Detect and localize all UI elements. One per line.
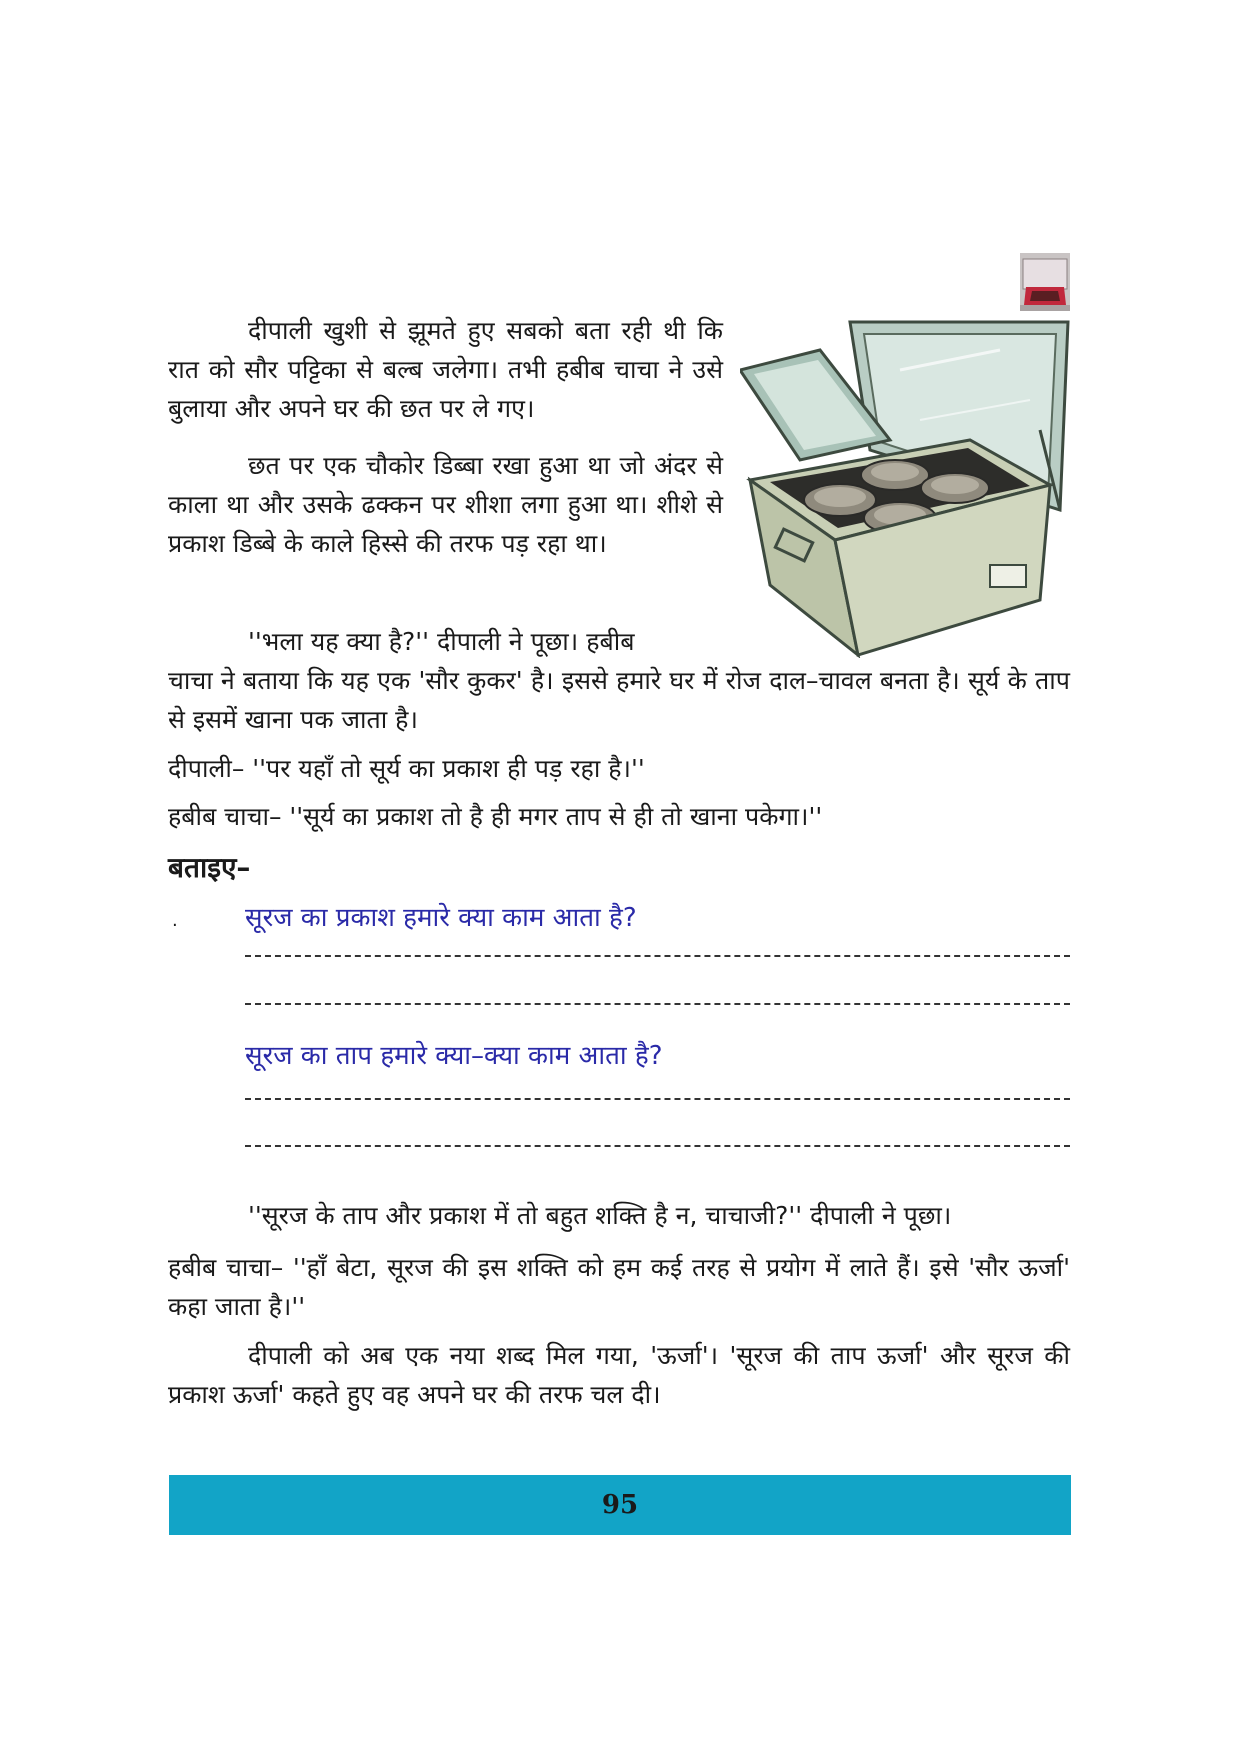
exercise-heading: बताइए– [168,851,251,884]
question-2: सूरज का ताप हमारे क्या–क्या काम आता है? [245,1041,663,1071]
solar-cooker-illustration [740,310,1075,658]
dialog-deepali: दीपाली– ''पर यहाँ तो सूर्य का प्रकाश ही पड़ रहा है।'' [168,754,645,783]
answer-line[interactable] [245,955,1070,957]
answer-line[interactable] [245,1145,1070,1147]
question-1: सूरज का प्रकाश हमारे क्या काम आता है? [245,903,637,933]
page-footer-bar [169,1475,1071,1535]
story-paragraph-2: छत पर एक चौकोर डिब्बा रखा हुआ था जो अंदर से काला था और उसके ढक्कन पर शीशा लगा हुआ था। शीशे से प्रकाश डिब्बे के काले हिस्से की तरफ पड़ रहा था। [168,451,723,558]
dialog-habib: हबीब चाचा– ''सूर्य का प्रकाश तो है ही मगर ताप से ही तो खाना पकेगा।'' [168,802,823,831]
answer-line[interactable] [245,1098,1070,1100]
bullet-mark: . [172,910,178,931]
story-paragraph-5: हबीब चाचा– ''हाँ बेटा, सूरज की इस शक्ति को हम कई तरह से प्रयोग में लाते हैं। इसे 'सौर ऊर्जा' कहा जाता है।'' [168,1253,1070,1321]
story-paragraph-3-start: ''भला यह क्या है?'' दीपाली ने पूछा। हबीब [248,627,635,656]
page-number: 95 [601,1490,639,1520]
answer-line[interactable] [245,1003,1070,1005]
solar-cooker-thumbnail [1020,253,1070,311]
story-paragraph-1: दीपाली खुशी से झूमते हुए सबको बता रही थी कि रात को सौर पट्टिका से बल्ब जलेगा। तभी हबीब चाचा ने उसे बुलाया और अपने घर की छत पर ले गए। [168,316,723,423]
story-paragraph-6: दीपाली को अब एक नया शब्द मिल गया, 'ऊर्जा'। 'सूरज की ताप ऊर्जा' और सूरज की प्रकाश ऊर्जा' कहते हुए वह अपने घर की तरफ चल दी। [168,1341,1070,1409]
story-paragraph-4: ''सूरज के ताप और प्रकाश में तो बहुत शक्ति है न, चाचाजी?'' दीपाली ने पूछा। [248,1201,952,1230]
story-paragraph-3-rest: चाचा ने बताया कि यह एक 'सौर कुकर' है। इससे हमारे घर में रोज दाल–चावल बनता है। सूर्य के ताप से इसमें खाना पक जाता है। [168,666,1070,734]
